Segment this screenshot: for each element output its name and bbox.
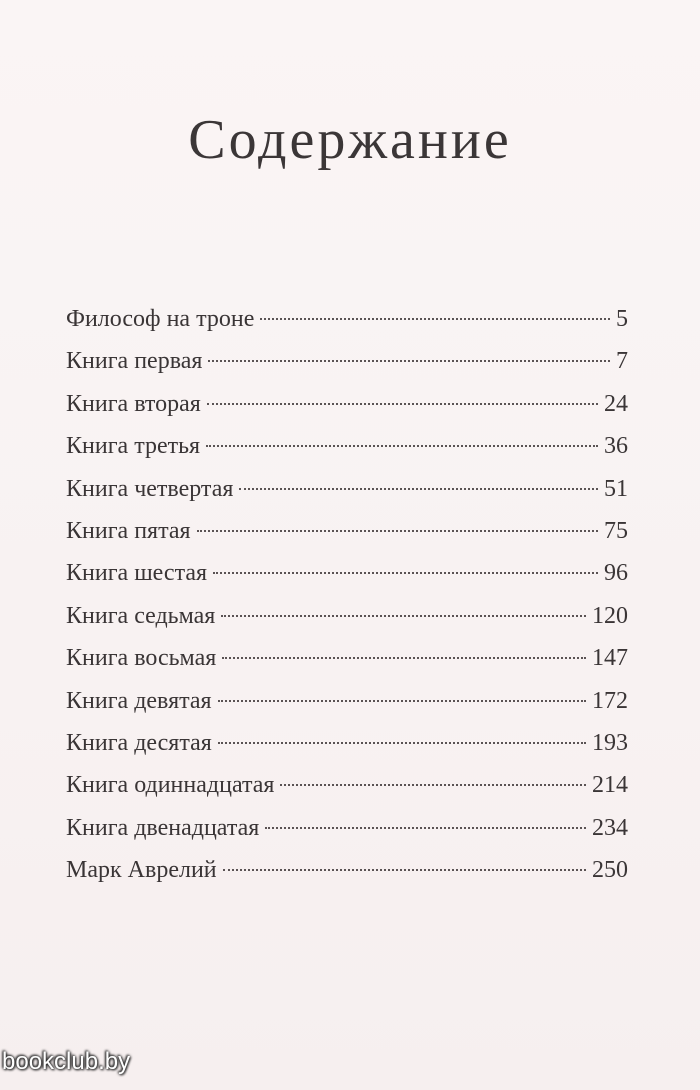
toc-dot-leader — [223, 869, 586, 871]
toc-entry-title: Книга одиннадцатая — [66, 772, 275, 799]
toc-dot-leader — [222, 657, 586, 659]
toc-entry-title: Книга десятая — [66, 729, 212, 756]
toc-dot-leader — [260, 318, 610, 320]
watermark-text: bookclub.by — [2, 1048, 131, 1075]
toc-entry-title: Книга восьмая — [66, 645, 217, 672]
toc-page-number: 250 — [592, 857, 628, 884]
table-of-contents — [66, 298, 628, 891]
toc-entry — [66, 425, 628, 467]
toc-dot-leader — [197, 530, 598, 532]
toc-dot-leader — [239, 488, 598, 490]
toc-entry — [66, 510, 628, 552]
toc-entry-title: Книга седьмая — [66, 602, 216, 629]
toc-entry-title: Философ на троне — [66, 306, 255, 332]
toc-dot-leader — [218, 742, 586, 744]
toc-dot-leader — [207, 403, 598, 405]
toc-entry — [66, 340, 628, 382]
toc-dot-leader — [206, 445, 598, 447]
toc-page-number: 193 — [592, 729, 628, 756]
toc-entry-title: Марк Аврелий — [66, 857, 217, 884]
page-title: Содержание — [188, 109, 512, 171]
toc-page-number: 24 — [604, 390, 628, 417]
toc-entry — [66, 637, 628, 679]
toc-entry — [66, 849, 628, 891]
toc-dot-leader — [280, 784, 586, 786]
toc-dot-leader — [221, 615, 586, 617]
toc-page-number: 214 — [592, 772, 628, 799]
toc-entry — [66, 722, 628, 764]
toc-dot-leader — [265, 827, 586, 829]
toc-page-number: 172 — [592, 687, 628, 714]
toc-page-number: 96 — [604, 560, 628, 587]
toc-page-number: 5 — [616, 306, 628, 332]
toc-entry-title: Книга первая — [66, 348, 203, 375]
toc-entry-title: Книга двенадцатая — [66, 814, 260, 841]
toc-entry — [66, 595, 628, 637]
toc-entry — [66, 552, 628, 594]
toc-page-number: 7 — [616, 348, 628, 375]
toc-page-number: 51 — [604, 475, 628, 502]
toc-dot-leader — [218, 700, 586, 702]
toc-page-number: 75 — [604, 517, 628, 544]
toc-entry-title: Книга пятая — [66, 517, 191, 544]
toc-page-number: 120 — [592, 602, 628, 629]
toc-entry — [66, 807, 628, 849]
toc-entry-title: Книга четвертая — [66, 475, 234, 502]
toc-page-number: 36 — [604, 433, 628, 460]
toc-dot-leader — [213, 572, 598, 574]
toc-entry-title: Книга третья — [66, 433, 201, 460]
toc-page-number: 147 — [592, 645, 628, 672]
toc-entry — [66, 383, 628, 425]
toc-entry-title: Книга шестая — [66, 560, 208, 587]
toc-entry — [66, 680, 628, 722]
toc-entry — [66, 764, 628, 806]
toc-entry-title: Книга вторая — [66, 390, 201, 417]
toc-entry — [66, 468, 628, 510]
toc-page-number: 234 — [592, 814, 628, 841]
toc-dot-leader — [208, 360, 610, 362]
toc-entry-title: Книга девятая — [66, 687, 212, 714]
toc-entry — [66, 298, 628, 340]
